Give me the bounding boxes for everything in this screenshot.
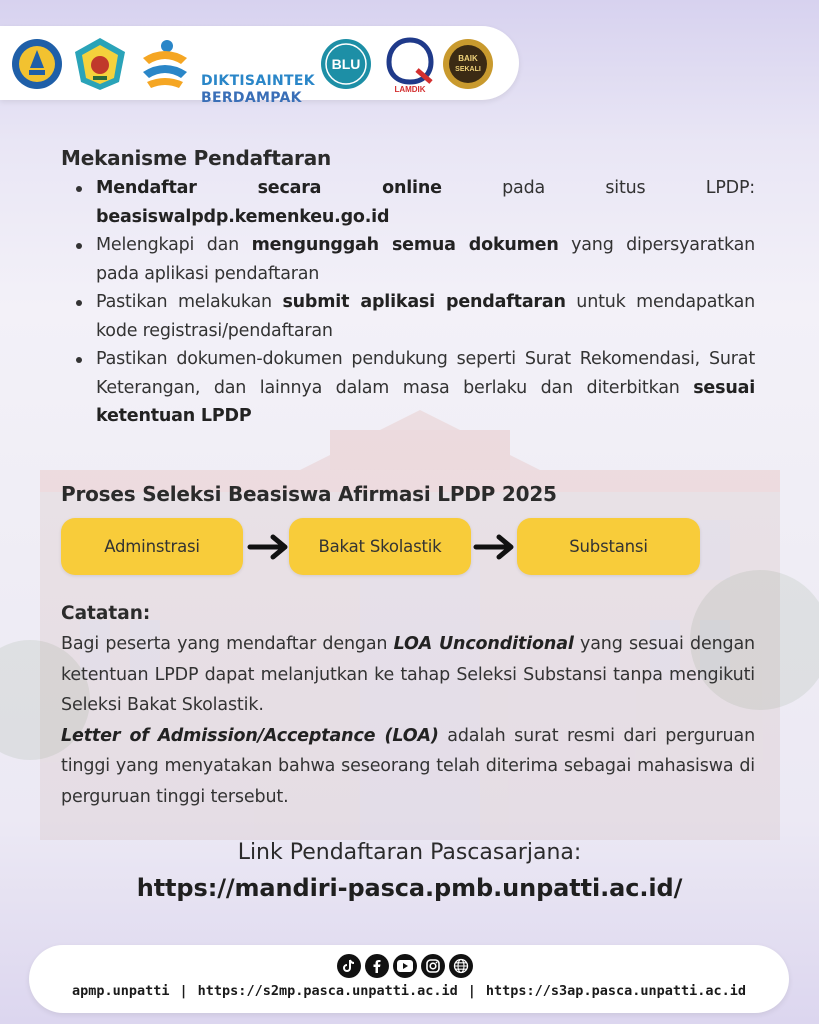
catatan-paragraph-2: [61, 721, 755, 813]
list-item: [61, 231, 755, 288]
logo-bar: [0, 26, 519, 106]
lamdik-logo: [383, 36, 437, 94]
badge-line-2: SEKALI: [455, 66, 481, 73]
list-item: [61, 203, 755, 232]
link-label: Link Pendaftaran Pascasarjana:: [237, 840, 582, 865]
mekanisme-section: [61, 146, 755, 431]
separator: |: [467, 983, 476, 999]
web-icon[interactable]: [449, 954, 473, 978]
instagram-icon[interactable]: [421, 954, 445, 978]
p1-text-a: Bagi peserta yang mendaftar dengan: [61, 634, 394, 654]
s3-link[interactable]: https://s3ap.pasca.unpatti.ac.id: [485, 983, 746, 999]
s2-link[interactable]: https://s2mp.pasca.unpatti.ac.id: [197, 983, 458, 999]
unpatti-logo: [73, 36, 127, 92]
mekanisme-title: Mekanisme Pendaftaran: [61, 146, 332, 170]
catatan-section: [61, 601, 755, 812]
registration-link[interactable]: https://mandiri-pasca.pmb.unpatti.ac.id/: [136, 874, 683, 902]
footer-bar: [29, 945, 789, 1013]
proses-section: [61, 482, 755, 506]
list-item: [61, 288, 755, 345]
step-substansi: Substansi: [517, 518, 700, 575]
mekanisme-list: [61, 174, 755, 431]
p2-text: adalah surat resmi dari perguruan tinggi yang menyatakan bahwa seseorang telah diterima sebagai mahasiswa di perguruan tinggi tersebut.: [61, 725, 756, 807]
list-item: [61, 345, 755, 431]
separator: |: [179, 983, 188, 999]
step-administrasi: Adminstrasi: [61, 518, 243, 575]
diktisaintek-wordmark: [201, 73, 315, 107]
diktisaintek-logo: [137, 38, 193, 90]
baik-sekali-badge: [441, 37, 495, 91]
social-icons: [337, 954, 473, 978]
youtube-icon[interactable]: [393, 954, 417, 978]
item-2-bold: mengunggah semua dokumen: [251, 235, 559, 255]
item-3-bold: submit aplikasi pendaftaran: [282, 292, 566, 312]
item-2-text-a: Melengkapi dan: [96, 235, 252, 255]
proses-title: Proses Seleksi Beasiswa Afirmasi LPDP 2025: [61, 482, 557, 506]
item-3-text-b: untuk mendapatkan kode registrasi/pendaftaran: [96, 292, 756, 341]
loa-definition-term: Letter of Admission/Acceptance (LOA): [61, 725, 439, 746]
arrow-right-icon: [247, 532, 291, 562]
footer-links: [29, 983, 789, 999]
item-3-text-a: Pastikan melakukan: [96, 292, 283, 312]
item-1-text: pada situs LPDP:: [441, 178, 756, 198]
brand-line-2: BERDAMPAK: [201, 90, 302, 106]
item-2-text-b: yang dipersyaratkan pada aplikasi pendaftaran: [96, 235, 755, 284]
selection-flow: [61, 518, 701, 575]
item-4-text: Pastikan dokumen-dokumen pendukung seperti Surat Rekomendasi, Surat Keterangan, dan lainnya dalam masa berlaku dan diterbitkan: [96, 349, 755, 398]
list-item: [61, 174, 755, 203]
lpdp-site: beasiswalpdp.kemenkeu.go.id: [96, 206, 390, 227]
social-handle[interactable]: apmp.unpatti: [71, 983, 170, 999]
catatan-paragraph-1: [61, 629, 755, 721]
p1-text-b: yang sesuai dengan ketentuan LPDP dapat melanjutkan ke tahap Seleksi Substansi tanpa mengikuti Seleksi Bakat Skolastik.: [61, 634, 755, 715]
blu-logo: [320, 38, 372, 90]
item-4-bold: sesuai ketentuan LPDP: [96, 377, 755, 426]
lamdik-text: LAMDIK: [394, 85, 426, 94]
tiktok-icon[interactable]: [337, 954, 361, 978]
item-1-bold: Mendaftar secara online: [96, 178, 442, 198]
arrow-right-icon: [473, 532, 517, 562]
facebook-icon[interactable]: [365, 954, 389, 978]
catatan-heading: Catatan:: [61, 603, 151, 624]
loa-unconditional: LOA Unconditional: [393, 634, 574, 654]
kemdikbud-logo: [11, 38, 63, 90]
blu-text: BLU: [331, 56, 361, 72]
brand-line-1: DIKTISAINTEK: [201, 73, 315, 89]
step-bakat-skolastik: Bakat Skolastik: [289, 518, 471, 575]
badge-line-1: BAIK: [458, 54, 478, 63]
